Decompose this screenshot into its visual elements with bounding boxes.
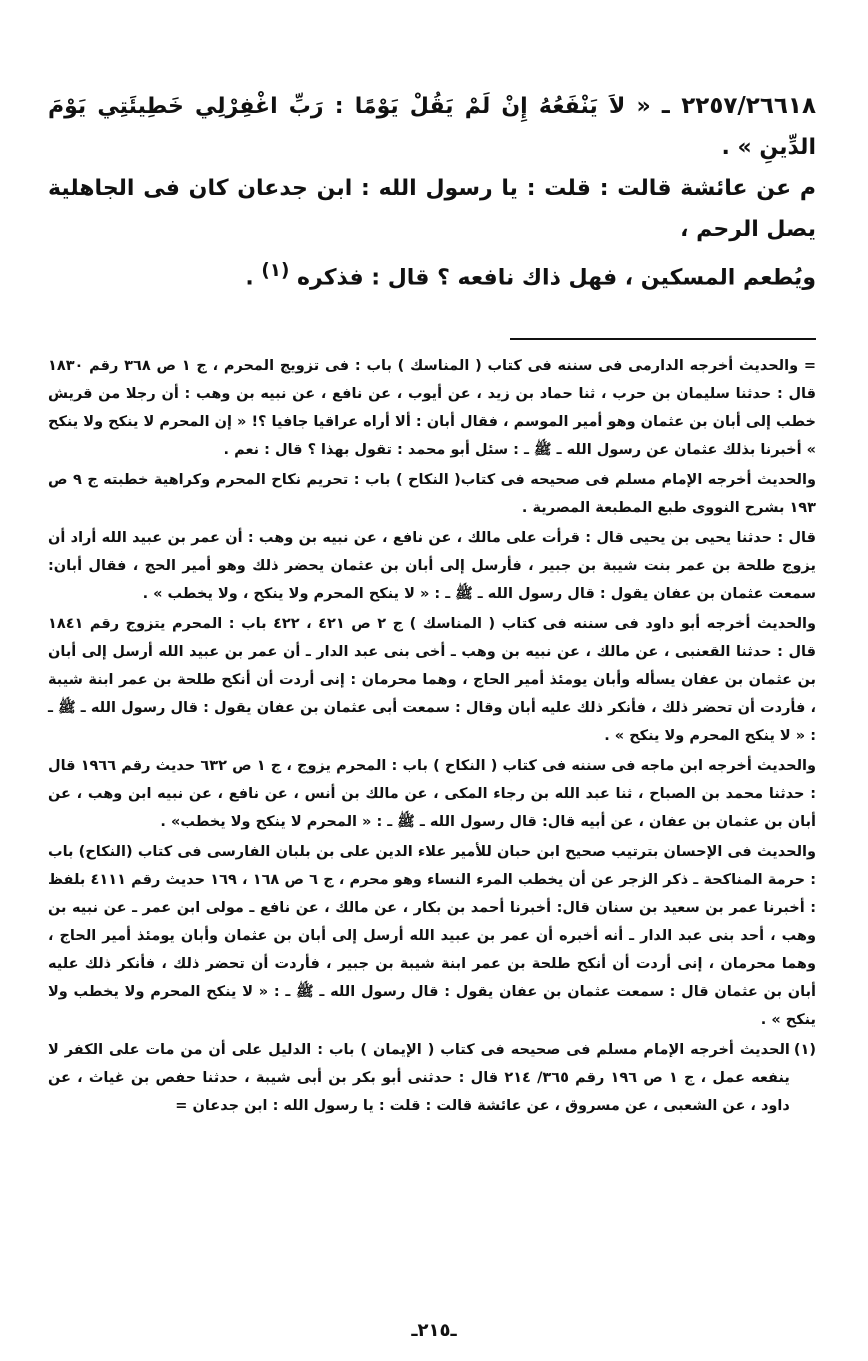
footnote-mark: (١) [793,1042,816,1059]
hadith-line-3 [48,250,816,298]
note-paragraph: والحديث أخرجه ابن ماجه فى سننه فى كتاب ( النكاح ) باب : المحرم يزوج ، ج ١ ص ٦٣٢ حديث رقم ١٩٦٦ قال : حدثنا محمد بن الصباح ، ثنا عبد الله بن رجاء المكى ، عن مالك بن أنس ، عن نافع ، عن نبيه ابن وهب ، عن أبان بن عثمان بن عفان ، عن أبيه قال: قال رسول الله ـ ﷺ ـ : « المحرم لا ينكح ولا يخطب» . [48,758,816,831]
note-paragraph: = والحديث أخرجه الدارمى فى سننه فى كتاب ( المناسك ) باب : فى تزويج المحرم ، ج ١ ص ٣٦٨ رقم ١٨٣٠ قال : حدثنا سليمان بن حرب ، ثنا حماد بن زيد ، عن أيوب ، عن نافع ، عن نبيه بن وهب : أن رجلا من قريش خطب إلى أبان بن عثمان وهو أمير الموسم ، فقال أبان : ألا أراه عراقيا جافيا ؟! « إن المحرم لا ينكح ولا ينكح » أخبرنا بذلك عثمان عن رسول الله ـ ﷺ ـ : سئل أبو محمد : تقول بهذا ؟ قال : نعم . [48,358,816,459]
footnote-divider [510,338,816,340]
footnote-1 [48,1036,816,1120]
note-paragraph: قال : حدثنا يحيى بن يحيى قال : قرأت على مالك ، عن نافع ، عن نبيه بن وهب : أن عمر بن عبيد الله أراد أن يزوج طلحة بن عمر بنت شيبة بن جبير ، فأرسل إلى أبان بن عثمان يحضر ذلك وهو أمير الحج ، فقال أبان: سمعت عثمان بن عفان يقول : قال رسول الله ـ ﷺ ـ : « لا ينكح المحرم ولا ينكح ، ولا يخطب » . [48,530,816,603]
hadith-number: ٢٢٥٧/٢٦٦١٨ ـ [661,93,816,119]
hadith-quote: « لاَ يَنْفَعُهُ إِنْ لَمْ يَقُلْ يَوْمًا : رَبِّ اغْفِرْلِي خَطِيئَتِي يَوْمَ الدِّينِ » . [48,94,816,160]
note-paragraph: والحديث أخرجه أبو داود فى سننه فى كتاب ( المناسك ) ج ٢ ص ٤٢١ ، ٤٢٢ باب : المحرم يتزوج رقم ١٨٤١ قال : حدثنا القعنبى ، عن مالك ، عن نبيه بن وهب ـ أخى بنى عبد الدار ـ أن عمر بن عبيد الله أرسل إلى أبان بن عثمان بن عفان يسأله وأبان يومئذ أمير الحاج ، وهما محرمان : إنى أردت أن أنكح طلحة بن عمر ابنة شيبة ، فأردت أن تحضر ذلك ، فأنكر ذلك عليه أبان وقال : سمعت أبى عثمان بن عفان يقول : قال رسول الله ـ ﷺ ـ : « لا ينكح المحرم ولا ينكح » . [48,616,816,745]
hadith-line-3-text: ويُطعم المسكين ، فهل ذاك نافعه ؟ قال : فذكره [297,265,816,291]
hadith-main-text [48,86,816,298]
footnotes-section [48,352,816,1120]
hadith-line-2: م عن عائشة قالت : قلت : يا رسول الله : ابن جدعان كان فى الجاهلية يصل الرحم ، [48,176,816,242]
hadith-line-1 [48,86,816,168]
page-number: ـ٢١٥ـ [411,1320,457,1341]
note-paragraph: والحديث فى الإحسان بترتيب صحيح ابن حبان للأمير علاء الدين على بن بلبان الفارسى فى كتاب (النكاح) باب : حرمة المناكحة ـ ذكر الزجر عن أن يخطب المرء النساء وهو محرم ، ج ٦ ص ١٦٨ ، ١٦٩ حديث رقم ٤١١١ بلفظ : أخبرنا عمر بن سعيد بن سنان قال: أخبرنا أحمد بن بكار ، عن مالك ، عن نافع ـ مولى ابن عمر ـ عن نبيه بن وهب ، أحد بنى عبد الدار ـ أنه أخبره أن عمر بن عبيد الله أرسل إلى أبان بن عثمان وأبان يومئذ أمير الحاج ، وهما محرمان ، إنى أردت أن أنكح طلحة بن عمر ابنة شيبة بن جبير ، فأردت أن تحضر ذلك ، فأنكر ذلك عليه أبان بن عثمان قال : سمعت عثمان بن عفان يقول : قال رسول الله ـ ﷺ ـ : « لا ينكح المحرم ولا يخطب ولا ينكح » . [48,844,817,1029]
footnote-reference: (١) [261,260,290,281]
hadith-line-3-end: . [245,265,254,291]
footnote-text: الحديث أخرجه الإمام مسلم فى صحيحه فى كتاب ( الإيمان ) باب : الدليل على أن من مات على الكفر لا ينفعه عمل ، ج ١ ص ١٩٦ رقم ٣٦٥/ ٢١٤ قال : حدثنى أبو بكر بن أبى شيبة ، حدثنا حفص بن غياث ، عن داود ، عن الشعبى ، عن مسروق ، عن عائشة قالت : قلت : يا رسول الله : ابن جدعان = [48,1042,790,1115]
note-paragraph: والحديث أخرجه الإمام مسلم فى صحيحه فى كتاب( النكاح ) باب : تحريم نكاح المحرم وكراهية خطبته ج ٩ ص ١٩٣ بشرح النووى طبع المطبعة المصرية . [48,472,816,517]
